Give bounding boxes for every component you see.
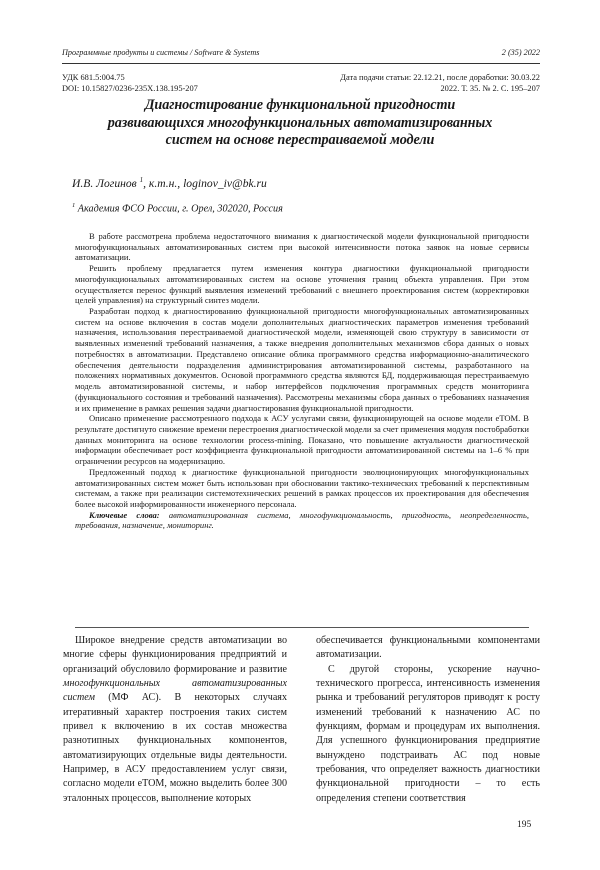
body-column-right	[316, 634, 540, 806]
body-text: Широкое внедрение средств автоматизации во многие сферы функционирования предприятий и организаций обусловило формирование и развитие	[63, 635, 287, 675]
doi: DOI: 10.15827/0236-235X.138.195-207	[62, 83, 198, 93]
abstract-paragraph: Разработан подход к диагностированию функциональной пригодности многофункциональных автоматизированных систем на основе включения в состав модели дополнительных диагностических параметров изменения требований назначения, использования перестраиваемой диагностической модели, изменяющей свою структуру в зависимости от выявленных изменений требований назначения, а также внедрения дополнительных механизмов сбора данных о новых потребностях в автоматизации. Представлено описание облика программного средства информационно-аналитического обеспечения деятельности подразделения администрирования автоматизированной системы, разработанного на положениях нормативных документов. Основой программного средства являются БД, поддерживающая перестраиваемую модель автоматизированной системы, и набор интерфейсов подключения программных средств мониторинга (функционального состояния и требований назначения). Рассмотрены механизмы сбора данных о требованиях назначения и их применение в рамках решения задачи диагностирования функциональной пригодности.	[75, 306, 529, 413]
author-name: И.В. Логинов	[72, 176, 137, 190]
keywords-text: автоматизированная система, многофункциональность, пригодность, неопределенность, требования, назначение, мониторинг.	[75, 509, 529, 531]
keywords-divider	[75, 627, 529, 628]
keywords-label: Ключевые слова:	[89, 509, 160, 520]
abstract-paragraph: Решить проблему предлагается путем изменения контура диагностики функциональной пригодности многофункциональных автоматизированных систем на основе уточнения границ объекта управления. При этом осуществляется перенос функций выявления изменений требований с внешнего проектирования систем (корректировки целей управления) на структурный синтез модели.	[75, 263, 529, 306]
submission-dates: Дата подачи статьи: 22.12.21, после доработки: 30.03.22	[340, 73, 540, 82]
body-text: (МФ АС). В некоторых случаях итеративный характер построения таких систем привел к включению в их состав множества разнотипных функциональных компонентов, автоматизирующих отдельные виды деятельности. Например, в АСУ предоставлением услуг связи, согласно модели eTOM, можно выделить более 300 эталонных процессов, выполнение которых	[63, 692, 287, 804]
udk-code: УДК 681.5:004.75	[62, 73, 125, 82]
article-title: Диагностирование функциональной пригодности развивающихся многофункциональных автоматизированных систем на основе перестраиваемой модели	[107, 97, 493, 149]
page-number: 195	[517, 820, 532, 830]
affil-mark: 1	[72, 202, 76, 209]
body-column-left	[63, 634, 287, 806]
keywords	[75, 510, 529, 531]
affil-text: Академия ФСО России, г. Орел, 302020, Россия	[77, 203, 283, 215]
body-paragraph	[63, 634, 287, 806]
article-meta	[62, 73, 540, 94]
author-affil-mark: 1	[139, 176, 144, 184]
issue-number: 2 (35) 2022	[501, 48, 540, 57]
abstract-paragraph: Описано применение рассмотренного подхода к АСУ услугами связи, функционирующей на основе модели eTOM. В результате достигнуто снижение времени перестроения диагностической модели за счет применения модуля постобработки данных мониторинга на основе технологии process-mining. Показано, что повышение актуальности диагностической информации обеспечивает рост коэффициента функциональной пригодности автоматизированной системы на 1–6 % при ограничении ресурсов на модернизацию.	[75, 413, 529, 467]
abstract	[75, 231, 529, 531]
author-line	[72, 176, 267, 190]
header-divider	[62, 63, 540, 64]
running-header	[62, 48, 540, 57]
body-term: многофункциональных автоматизированных систем	[63, 678, 287, 704]
body-paragraph: обеспечивается функциональными компонентами автоматизации.	[316, 635, 540, 661]
author-details: , к.т.н., loginov_iv@bk.ru	[143, 176, 267, 190]
journal-name: Программные продукты и системы / Software & Systems	[62, 48, 260, 57]
abstract-paragraph: В работе рассмотрена проблема недостаточного внимания к диагностической модели функциональной пригодности многофункциональных автоматизированных систем при высокой интенсивности потока заявок на новые сервисы автоматизации.	[75, 231, 529, 263]
body-paragraph: С другой стороны, ускорение научно-технического прогресса, интенсивность изменения рынка и требований регуляторов приводят к росту изменений требований к назначению АС по функциям, формам и процедурам их выполнения. Для успешного функционирования предприятие вынуждено подстраивать АС под новые требования, что определяет важность диагностики функциональной пригодности – то есть определения степени соответствия	[316, 663, 540, 804]
volume-pages: 2022. Т. 35. № 2. С. 195–207	[440, 83, 540, 93]
affiliation	[72, 202, 283, 214]
abstract-paragraph: Предложенный подход к диагностике функциональной пригодности эволюционирующих многофункциональных автоматизированных систем может быть использован при обосновании тактико-технических требований к перспективным системам, а также при реализации системотехнических решений в рамках процессов их проектирования для обеспечения более высокой информированности инженерного персонала.	[75, 466, 529, 509]
